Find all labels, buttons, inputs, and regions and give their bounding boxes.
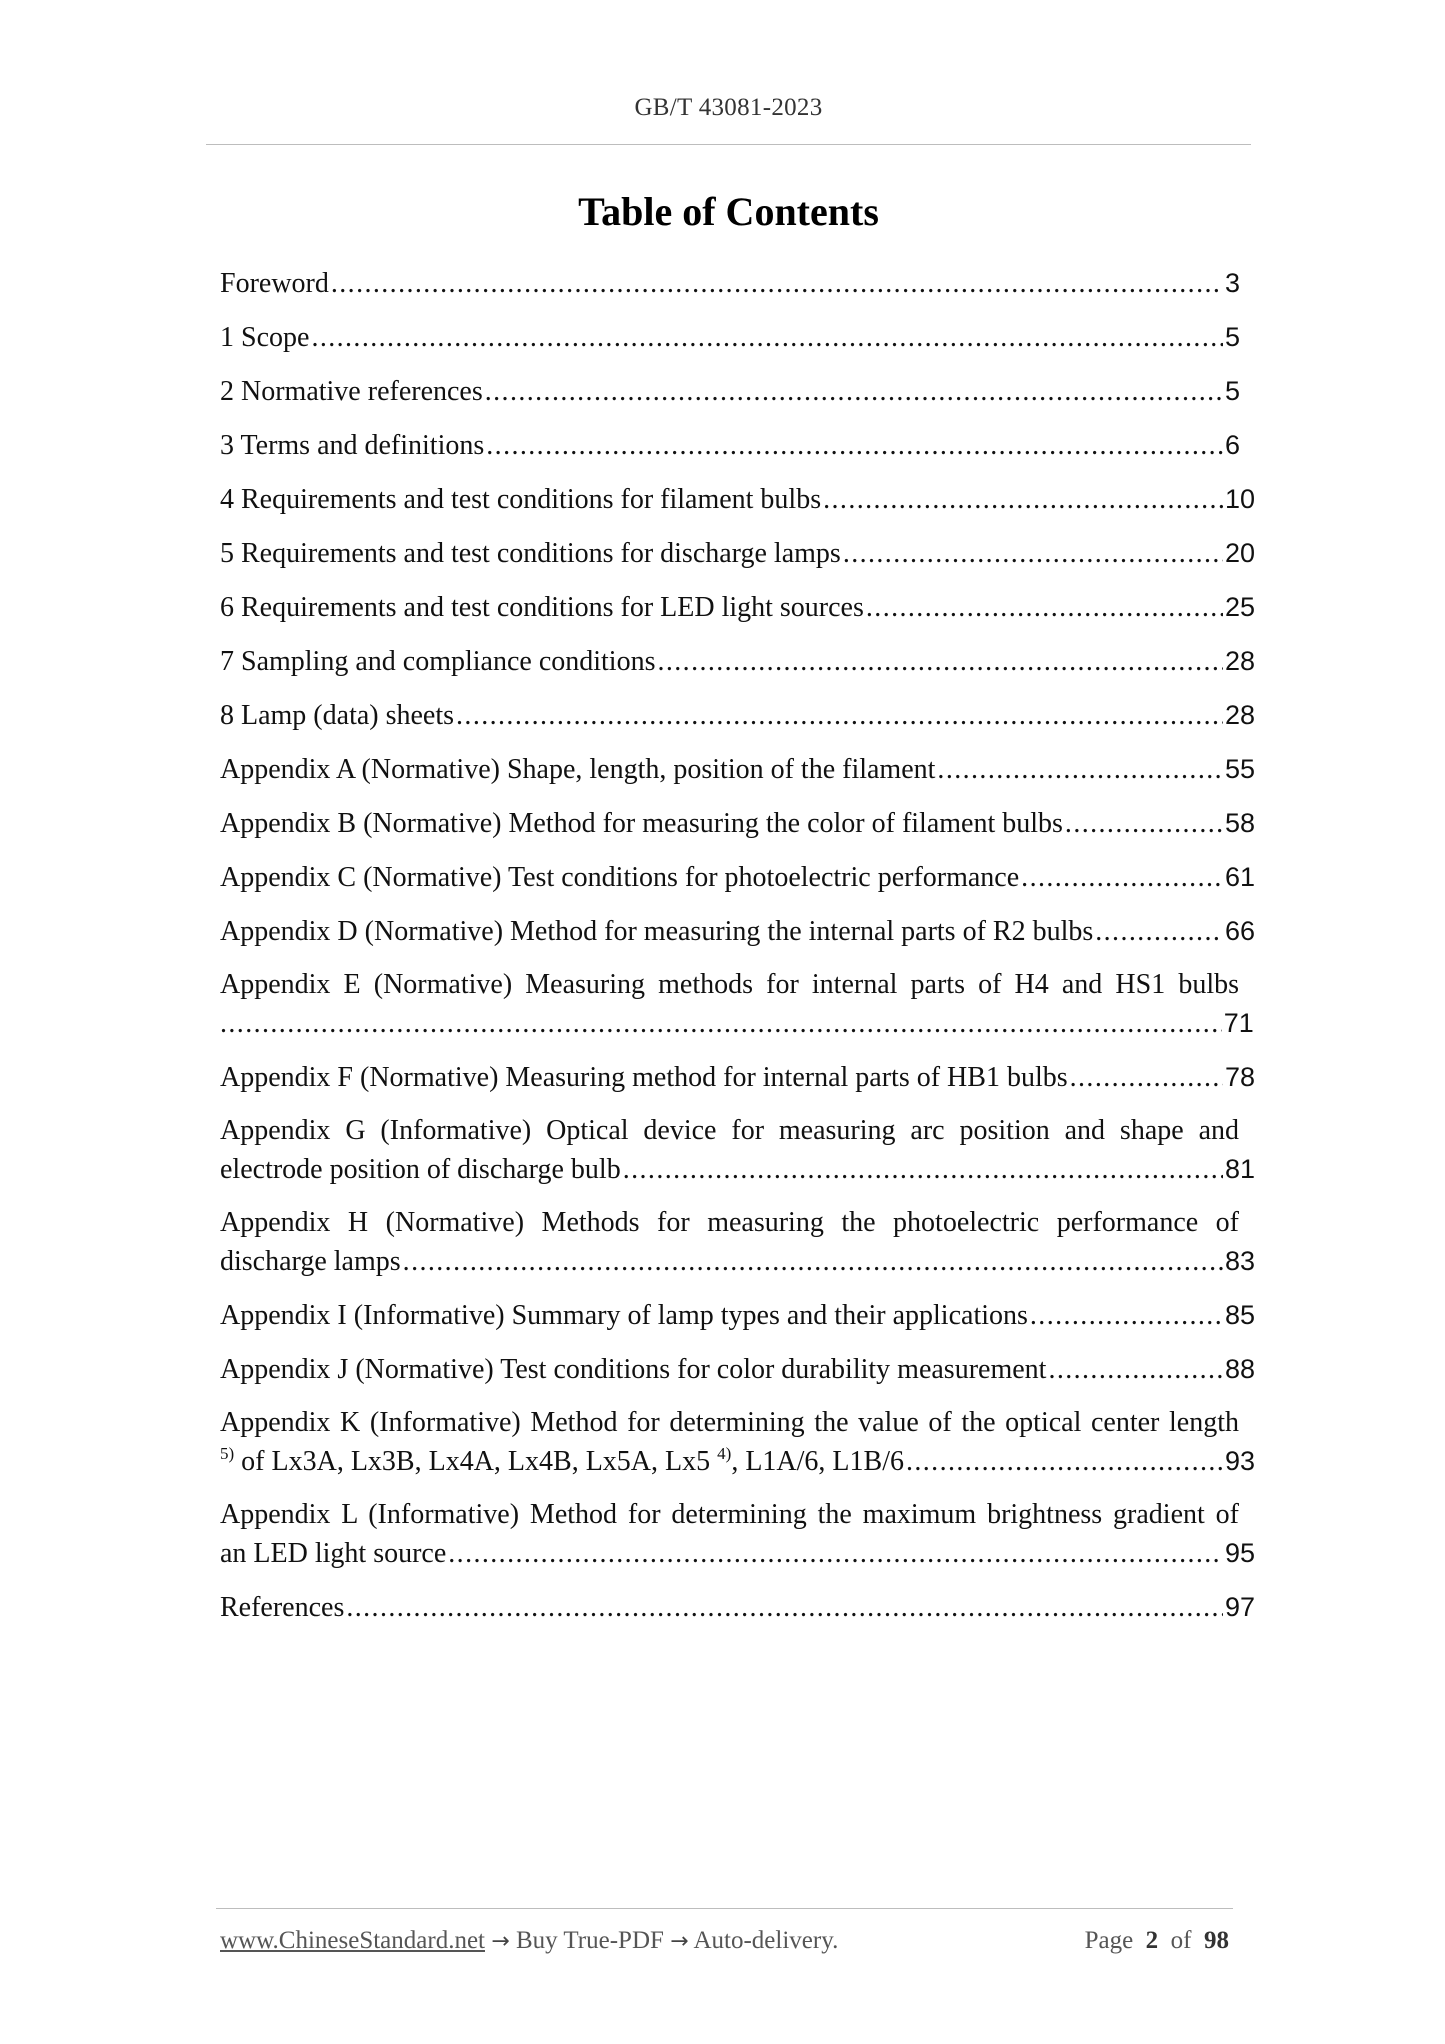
toc-page-number: 66 xyxy=(1225,916,1256,946)
toc-entry-text: Appendix A (Normative) Shape, length, position of the filament xyxy=(220,754,936,785)
toc-leader-dots xyxy=(657,643,1223,681)
toc-entry-appendix-d[interactable] xyxy=(220,912,1256,951)
toc-entry-normative-references[interactable] xyxy=(220,372,1239,411)
toc-entry-appendix-e[interactable] xyxy=(220,966,1254,1043)
toc-entry-text: References xyxy=(220,1592,345,1623)
toc-entry-text: Appendix B (Normative) Method for measuring the color of filament bulbs xyxy=(220,808,1063,839)
toc-leader-dots xyxy=(486,427,1223,465)
toc-entry-discharge-lamps[interactable] xyxy=(220,534,1256,573)
toc-entry-text: Appendix L (Informative) Method for determining the maximum brightness gradient of xyxy=(220,1499,1239,1530)
toc-leader-dots xyxy=(937,751,1223,789)
toc-entry-text: 8 Lamp (data) sheets xyxy=(220,700,455,731)
toc-entry-text-continued: discharge lamps xyxy=(220,1246,401,1277)
toc-leader-dots xyxy=(1048,1351,1223,1389)
total-page-count: 98 xyxy=(1204,1927,1229,1954)
toc-page-number: 61 xyxy=(1225,862,1256,892)
toc-entry-appendix-f[interactable] xyxy=(220,1058,1256,1097)
page-indicator xyxy=(1085,1927,1229,1955)
toc-entry-appendix-l[interactable] xyxy=(220,1496,1256,1573)
toc-leader-dots xyxy=(823,481,1223,519)
toc-entry-text: 6 Requirements and test conditions for LED light sources xyxy=(220,592,864,623)
toc-title: Table of Contents xyxy=(578,189,879,234)
toc-leader-dots xyxy=(346,1589,1223,1627)
toc-entry-text: 2 Normative references xyxy=(220,376,483,407)
toc-entry-appendix-g[interactable] xyxy=(220,1112,1256,1189)
toc-entry-text-continued: an LED light source xyxy=(220,1538,447,1569)
toc-page-number: 85 xyxy=(1225,1300,1256,1330)
toc-entry-text: 4 Requirements and test conditions for filament bulbs xyxy=(220,484,822,515)
toc-entry-text-continued: electrode position of discharge bulb xyxy=(220,1154,621,1185)
document-code-header: GB/T 43081-2023 xyxy=(634,94,823,121)
page-word: Page xyxy=(1084,1927,1134,1954)
footnote-marker: 4) xyxy=(717,1444,732,1463)
toc-page-number: 6 xyxy=(1225,430,1241,460)
toc-page-number: 93 xyxy=(1225,1446,1256,1476)
toc-page-number: 95 xyxy=(1225,1538,1256,1568)
toc-entry-appendix-c[interactable] xyxy=(220,858,1256,897)
footnote-marker: 5) xyxy=(220,1444,235,1463)
toc-entry-text: Appendix C (Normative) Test conditions for photoelectric performance xyxy=(220,862,1020,893)
toc-entry-text: Foreword xyxy=(220,268,329,299)
header-divider xyxy=(206,144,1251,145)
toc-page-number: 78 xyxy=(1225,1062,1256,1092)
toc-entry-text: 1 Scope xyxy=(220,322,310,353)
toc-page-number: 28 xyxy=(1225,646,1256,676)
toc-entry-text: Appendix G (Informative) Optical device for measuring arc position and shape and xyxy=(220,1115,1239,1146)
toc-leader-dots xyxy=(1070,1059,1223,1097)
toc-leader-dots xyxy=(843,535,1223,573)
toc-entry-text: Appendix J (Normative) Test conditions for color durability measurement xyxy=(220,1354,1047,1385)
toc-leader-dots xyxy=(448,1535,1223,1573)
of-word: of xyxy=(1170,1927,1192,1954)
toc-entry-text: 5 Requirements and test conditions for discharge lamps xyxy=(220,538,841,569)
toc-entry-sampling-compliance[interactable] xyxy=(220,642,1256,681)
toc-entry-references[interactable] xyxy=(220,1588,1256,1627)
toc-entry-text: Appendix I (Informative) Summary of lamp types and their applications xyxy=(220,1300,1028,1331)
toc-leader-dots xyxy=(485,373,1223,411)
footer-divider xyxy=(216,1908,1233,1909)
toc-entry-appendix-a[interactable] xyxy=(220,750,1256,789)
toc-entry-text: Appendix F (Normative) Measuring method for internal parts of HB1 bulbs xyxy=(220,1062,1068,1093)
toc-entry-text: Appendix D (Normative) Method for measuring the internal parts of R2 bulbs xyxy=(220,916,1094,947)
toc-page-number: 28 xyxy=(1225,700,1256,730)
toc-page-number: 81 xyxy=(1225,1154,1256,1184)
site-link[interactable]: www.ChineseStandard.net xyxy=(220,1927,485,1954)
lamp-type-list-end: , L1A/6, L1B/6 xyxy=(731,1446,904,1477)
toc-entry-scope[interactable] xyxy=(220,318,1239,357)
toc-entry-led-light-sources[interactable] xyxy=(220,588,1256,627)
toc-leader-dots xyxy=(623,1151,1223,1189)
toc-entry-text: Appendix H (Normative) Methods for measuring the photoelectric performance of xyxy=(220,1207,1239,1238)
toc-leader-dots xyxy=(866,589,1223,627)
toc-entry-terms-definitions[interactable] xyxy=(220,426,1239,465)
footer-promo xyxy=(220,1927,838,1955)
buy-true-pdf-text: Buy True-PDF xyxy=(515,1927,664,1954)
current-page-number: 2 xyxy=(1145,1927,1159,1954)
toc-list xyxy=(220,264,1256,1627)
toc-entry-text: 7 Sampling and compliance conditions xyxy=(220,646,656,677)
toc-entry-text: Appendix K (Informative) Method for determining the value of the optical center length xyxy=(220,1407,1239,1438)
toc-page-number: 20 xyxy=(1225,538,1256,568)
toc-leader-dots xyxy=(331,265,1223,303)
toc-leader-dots xyxy=(403,1243,1223,1281)
arrow-right-icon: → xyxy=(491,1929,510,1954)
toc-page-number: 5 xyxy=(1225,376,1241,406)
toc-leader-dots xyxy=(456,697,1223,735)
toc-leader-dots xyxy=(311,319,1223,357)
toc-entry-appendix-h[interactable] xyxy=(220,1204,1256,1281)
toc-leader-dots xyxy=(1065,805,1223,843)
toc-page-number: 71 xyxy=(1223,1008,1254,1038)
auto-delivery-text: Auto-delivery. xyxy=(693,1927,839,1954)
toc-leader-dots xyxy=(906,1443,1223,1481)
toc-entry-appendix-k[interactable] xyxy=(220,1404,1256,1481)
toc-entry-appendix-b[interactable] xyxy=(220,804,1256,843)
toc-entry-appendix-j[interactable] xyxy=(220,1350,1256,1389)
toc-leader-dots xyxy=(1030,1297,1223,1335)
toc-entry-appendix-i[interactable] xyxy=(220,1296,1256,1335)
toc-entry-text: Appendix E (Normative) Measuring methods for internal parts of H4 and HS1 bulbs xyxy=(220,969,1239,1000)
toc-entry-foreword[interactable] xyxy=(220,264,1239,303)
toc-leader-dots xyxy=(220,1005,1222,1043)
toc-page-number: 88 xyxy=(1225,1354,1256,1384)
toc-page-number: 55 xyxy=(1225,754,1256,784)
toc-page-number: 58 xyxy=(1225,808,1256,838)
toc-leader-dots xyxy=(1095,913,1223,951)
toc-page-number: 25 xyxy=(1225,592,1256,622)
toc-entry-lamp-data-sheets[interactable] xyxy=(220,696,1256,735)
toc-page-number: 83 xyxy=(1225,1246,1256,1276)
toc-entry-text: 3 Terms and definitions xyxy=(220,430,485,461)
toc-entry-filament-bulbs[interactable] xyxy=(220,480,1256,519)
arrow-right-icon: → xyxy=(670,1929,689,1954)
toc-leader-dots xyxy=(1021,859,1223,897)
toc-page-number: 97 xyxy=(1225,1592,1256,1622)
toc-page-number: 3 xyxy=(1225,268,1241,298)
toc-page-number: 10 xyxy=(1225,484,1256,514)
toc-entry-text-continued xyxy=(220,1443,904,1481)
lamp-type-list: of Lx3A, Lx3B, Lx4A, Lx4B, Lx5A, Lx5 xyxy=(234,1446,718,1477)
toc-page-number: 5 xyxy=(1225,322,1241,352)
